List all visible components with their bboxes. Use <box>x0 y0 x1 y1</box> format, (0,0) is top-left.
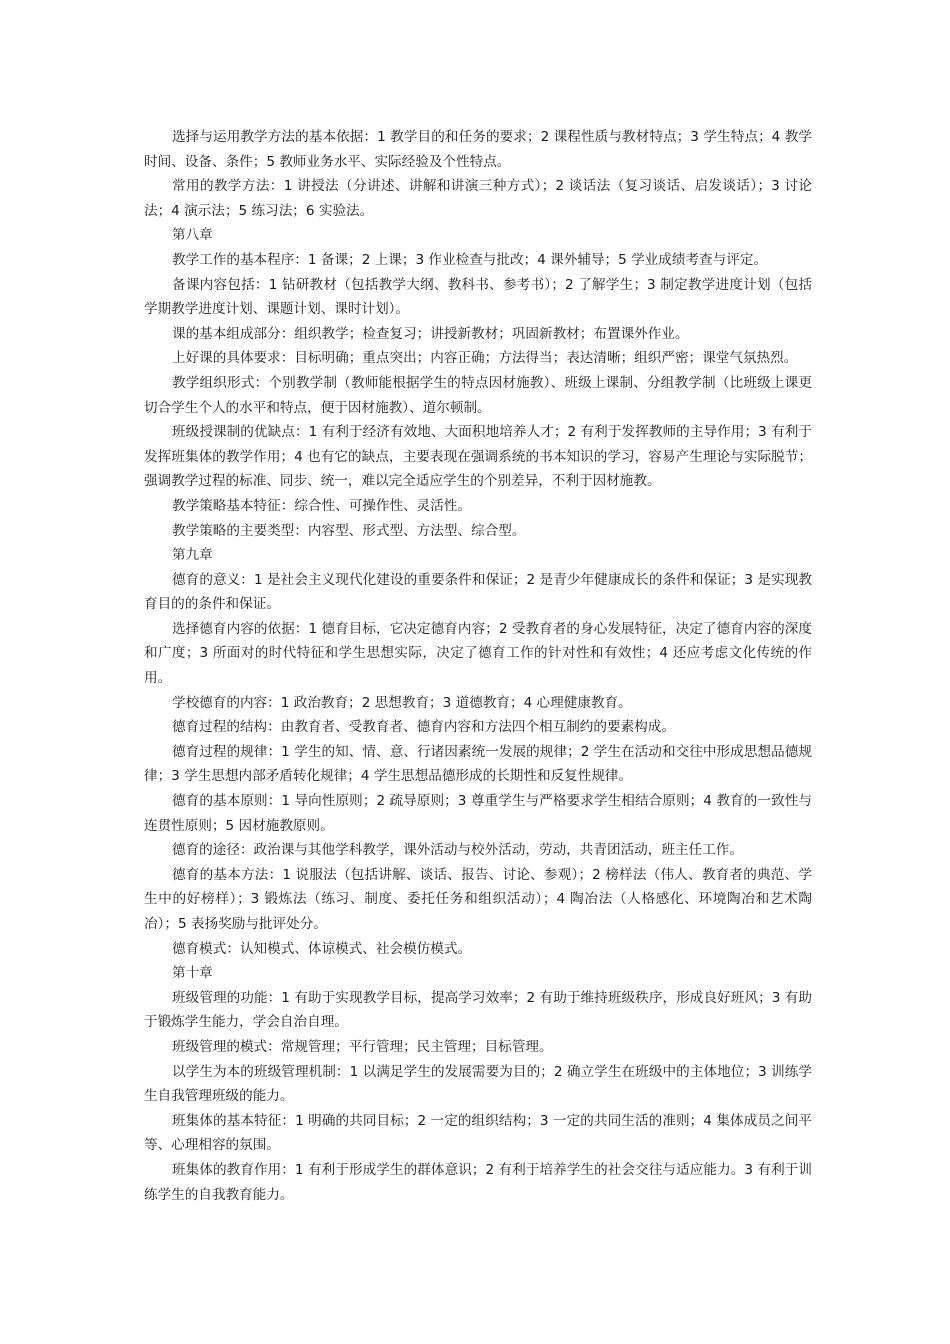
body-paragraph: 教学工作的基本程序：1 备课；2 上课；3 作业检查与批改；4 课外辅导；5 学业成绩考查与评定。 <box>172 251 768 268</box>
body-paragraph: 学校德育的内容：1 政治教育；2 思想教育；3 道德教育；4 心理健康教育。 <box>172 694 632 711</box>
body-paragraph: 德育的基本原则：1 导向性原则；2 疏导原则；3 尊重学生与严格要求学生相结合原则；4 教育的一致性与连贯性原则；5 因材施教原则。 <box>144 793 812 834</box>
body-paragraph: 班集体的基本特征：1 明确的共同目标；2 一定的组织结构；3 一定的共同生活的准则；4 集体成员之间平等、心理相容的氛围。 <box>144 1112 812 1154</box>
body-paragraph: 以学生为本的班级管理机制：1 以满足学生的发展需要为目的；2 确立学生在班级中的主体地位；3 训练学生自我管理班级的能力。 <box>144 1063 812 1105</box>
body-paragraph: 班级管理的功能：1 有助于实现教学目标，提高学习效率；2 有助于维持班级秩序，形成良好班风；3 有助于锻炼学生能力，学会自治自理。 <box>144 989 812 1031</box>
body-paragraph: 德育的基本方法：1 说服法（包括讲解、谈话、报告、讨论、参观）；2 榜样法（伟人、教育者的典范、学生中的好榜样）；3 锻炼法（练习、制度、委托任务和组织活动）；4 陶冶法（人格感化、环境陶冶和艺术陶冶）；5 表扬奖励与批评处分。 <box>144 866 812 932</box>
body-paragraph: 课的基本组成部分：组织教学；检查复习；讲授新教材；巩固新教材；布置课外作业。 <box>172 325 689 342</box>
chapter-heading: 第八章 <box>172 227 213 244</box>
body-paragraph: 选择与运用教学方法的基本依据：1 教学目的和任务的要求；2 课程性质与教材特点；3 学生特点；4 教学时间、设备、条件；5 教师业务水平、实际经验及个性特点。 <box>144 129 812 170</box>
body-paragraph: 上好课的具体要求：目标明确；重点突出；内容正确；方法得当；表达清晰；组织严密；课堂气氛热烈。 <box>172 350 798 367</box>
body-paragraph: 德育过程的规律：1 学生的知、情、意、行诸因素统一发展的规律；2 学生在活动和交往中形成思想品德规律；3 学生思想内部矛盾转化规律；4 学生思想品德形成的长期性和反复性规律。 <box>144 743 812 785</box>
body-paragraph: 教学策略的主要类型：内容型、形式型、方法型、综合型。 <box>172 522 526 539</box>
body-paragraph: 教学组织形式：个别教学制（教师能根据学生的特点因材施教）、班级上课制、分组教学制（比班级上课更切合学生个人的水平和特点，便于因材施教）、道尔顿制。 <box>144 374 812 416</box>
body-paragraph: 德育的途径：政治课与其他学科教学，课外活动与校外活动，劳动，共青团活动，班主任工作。 <box>172 842 743 859</box>
document-page <box>144 125 812 1207</box>
body-paragraph: 教学策略基本特征：综合性、可操作性、灵活性。 <box>172 497 472 514</box>
chapter-heading: 第九章 <box>172 547 213 564</box>
chapter-heading: 第十章 <box>172 965 213 982</box>
body-paragraph: 德育模式：认知模式、体谅模式、社会模仿模式。 <box>172 940 472 957</box>
body-paragraph: 班集体的教育作用：1 有利于形成学生的群体意识；2 有利于培养学生的社会交往与适应能力。3 有利于训练学生的自我教育能力。 <box>144 1161 812 1203</box>
body-paragraph: 德育过程的结构：由教育者、受教育者、德育内容和方法四个相互制约的要素构成。 <box>172 719 675 736</box>
body-paragraph: 备课内容包括：1 钻研教材（包括教学大纲、教科书、参考书）；2 了解学生；3 制定教学进度计划（包括学期教学进度计划、课题计划、课时计划）。 <box>144 276 812 318</box>
body-paragraph: 选择德育内容的依据：1 德育目标，它决定德育内容；2 受教育者的身心发展特征，决定了德育内容的深度和广度；3 所面对的时代特征和学生思想实际，决定了德育工作的针对性和有效性；4 还应考虑文化传统的作用。 <box>144 620 812 687</box>
body-paragraph: 常用的教学方法：1 讲授法（分讲述、讲解和讲演三种方式）；2 谈话法（复习谈话、启发谈话）；3 讨论法；4 演示法；5 练习法；6 实验法。 <box>144 178 812 219</box>
body-paragraph: 德育的意义：1 是社会主义现代化建设的重要条件和保证；2 是青少年健康成长的条件和保证；3 是实现教育目的的条件和保证。 <box>144 571 812 613</box>
body-paragraph: 班级授课制的优缺点：1 有利于经济有效地、大面积地培养人才；2 有利于发挥教师的主导作用；3 有利于发挥班集体的教学作用；4 也有它的缺点，主要表现在强调系统的书本知识的学习，容易产生理论与实际脱节；强调教学过程的标准、同步、统一，难以完全适应学生的个别差异，不利于因材施教。 <box>144 424 812 490</box>
body-paragraph: 班级管理的模式：常规管理；平行管理；民主管理；目标管理。 <box>172 1038 553 1055</box>
